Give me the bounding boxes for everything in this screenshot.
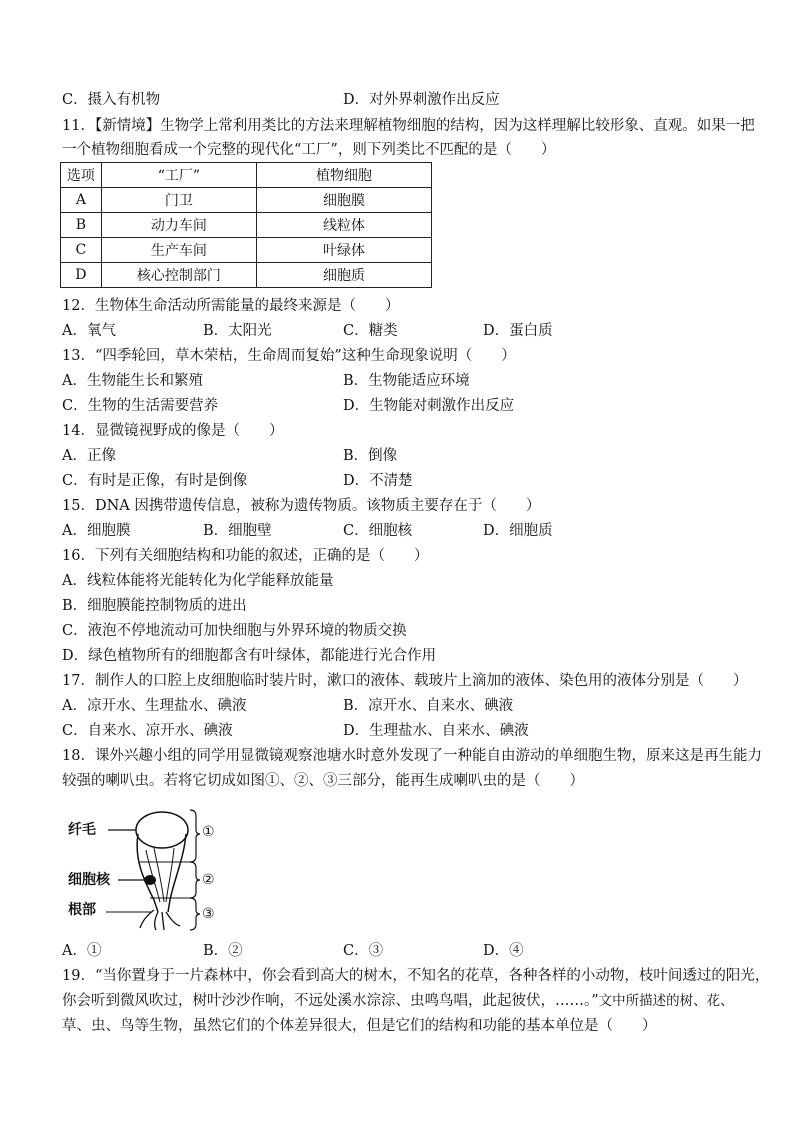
q16-stem: 16．下列有关细胞结构和功能的叙述，正确的是（ ）	[62, 548, 429, 564]
table-header-row	[61, 163, 432, 188]
q16-option-a: A．线粒体能将光能转化为化学能释放能量	[62, 573, 334, 589]
label-root: 根部	[68, 902, 96, 918]
q10-option-d: D．对外界刺激作出反应	[343, 92, 500, 108]
q17-option-b: B．凉开水、自来水、碘液	[343, 698, 514, 714]
q16-option-b: B．细胞膜能控制物质的进出	[62, 598, 247, 614]
q11-stem-line1: 11．【新情境】生物学上常利用类比的方法来理解植物细胞的结构，因为这样理解比较形象、直观。如果一把	[62, 118, 755, 134]
q18-option-b: B．②	[203, 943, 243, 959]
q19-stem-line1: 19．“当你置身于一片森林中，你会看到高大的树木，不知名的花草，各种各样的小动物，枝叶间透过的阳光，	[62, 968, 770, 984]
table-header: “工厂”	[101, 163, 256, 188]
table-cell: 细胞质	[256, 263, 431, 288]
q15-option-c: C．细胞核	[343, 523, 413, 539]
q15-stem: 15．DNA 因携带遗传信息，被称为遗传物质。该物质主要存在于（ ）	[62, 498, 541, 514]
table-cell: 生产车间	[101, 238, 256, 263]
table-cell: B	[61, 213, 102, 238]
q13-option-b: B．生物能适应环境	[343, 373, 470, 389]
table-row	[61, 188, 432, 213]
q18-option-a: A．①	[62, 943, 102, 959]
q18-stem-line2: 较强的喇叭虫。若将它切成如图①、②、③三部分，能再生成喇叭虫的是（ ）	[62, 773, 584, 789]
mark-1: ①	[202, 824, 215, 840]
q18-option-d: D．④	[483, 943, 524, 959]
q19-stem-continue: 文中所描述的树、花、	[598, 993, 734, 1009]
table-row	[61, 213, 432, 238]
table-cell: C	[61, 238, 102, 263]
mark-2: ②	[202, 872, 215, 888]
table-cell: 门卫	[101, 188, 256, 213]
q12-option-a: A．氧气	[62, 323, 116, 339]
table-cell: A	[61, 188, 102, 213]
table-header: 植物细胞	[256, 163, 431, 188]
q17-option-d: D．生理盐水、自来水、碘液	[343, 723, 529, 739]
q11-table	[60, 162, 432, 288]
label-nucleus: 细胞核	[68, 872, 110, 888]
q18-stem-line1: 18．课外兴趣小组的同学用显微镜观察池塘水时意外发现了一种能自由游动的单细胞生物，原来这是再生能力	[62, 748, 762, 764]
q13-option-c: C．生物的生活需要营养	[62, 398, 219, 414]
q17-option-a: A．凉开水、生理盐水、碘液	[62, 698, 247, 714]
table-row	[61, 263, 432, 288]
table-cell: 动力车间	[101, 213, 256, 238]
q16-option-c: C．液泡不停地流动可加快细胞与外界环境的物质交换	[62, 623, 407, 639]
q19-stem-line2	[62, 991, 734, 1011]
q13-option-d: D．生物能对刺激作出反应	[343, 398, 515, 414]
q12-stem: 12．生物体生命活动所需能量的最终来源是（ ）	[62, 298, 400, 314]
q12-option-c: C．糖类	[343, 323, 398, 339]
q14-option-b: B．倒像	[343, 448, 398, 464]
q12-option-d: D．蛋白质	[483, 323, 553, 339]
q16-option-d: D．绿色植物所有的细胞都含有叶绿体，都能进行光合作用	[62, 648, 437, 664]
mark-3: ③	[202, 906, 215, 922]
q14-option-c: C．有时是正像，有时是倒像	[62, 473, 248, 489]
table-cell: 核心控制部门	[101, 263, 256, 288]
table-cell: D	[61, 263, 102, 288]
label-cilia: 纤毛	[68, 822, 96, 838]
q10-option-c: C．摄入有机物	[62, 92, 161, 108]
q14-option-a: A．正像	[62, 448, 116, 464]
q12-option-b: B．太阳光	[203, 323, 272, 339]
q19-stem-line3: 草、虫、鸟等生物，虽然它们的个体差异很大，但是它们的结构和功能的基本单位是（ ）	[62, 1018, 657, 1034]
q14-option-d: D．不清楚	[343, 473, 413, 489]
q18-option-c: C．③	[343, 943, 384, 959]
q11-stem-line2: 一个植物细胞看成一个完整的现代化“工厂”，则下列类比不匹配的是（ ）	[62, 142, 556, 158]
table-row	[61, 238, 432, 263]
trumpet-worm-figure	[62, 800, 232, 935]
q15-option-b: B．细胞壁	[203, 523, 272, 539]
q15-option-d: D．细胞质	[483, 523, 553, 539]
q13-stem: 13．“四季轮回，草木荣枯，生命周而复始”这种生命现象说明（ ）	[62, 348, 516, 364]
table-cell: 叶绿体	[256, 238, 431, 263]
q17-stem: 17．制作人的口腔上皮细胞临时装片时，漱口的液体、载玻片上滴加的液体、染色用的液体分别是（ ）	[62, 673, 748, 689]
q14-stem: 14．显微镜视野成的像是（ ）	[62, 423, 284, 439]
table-cell: 线粒体	[256, 213, 431, 238]
q19-quote-end: 你会听到微风吹过，树叶沙沙作响，不远处溪水淙淙、虫鸣鸟唱，此起彼伏，……。”	[62, 993, 599, 1009]
q15-option-a: A．细胞膜	[62, 523, 131, 539]
table-header: 选项	[61, 163, 102, 188]
table-cell: 细胞膜	[256, 188, 431, 213]
q13-option-a: A．生物能生长和繁殖	[62, 373, 203, 389]
q17-option-c: C．自来水、凉开水、碘液	[62, 723, 233, 739]
